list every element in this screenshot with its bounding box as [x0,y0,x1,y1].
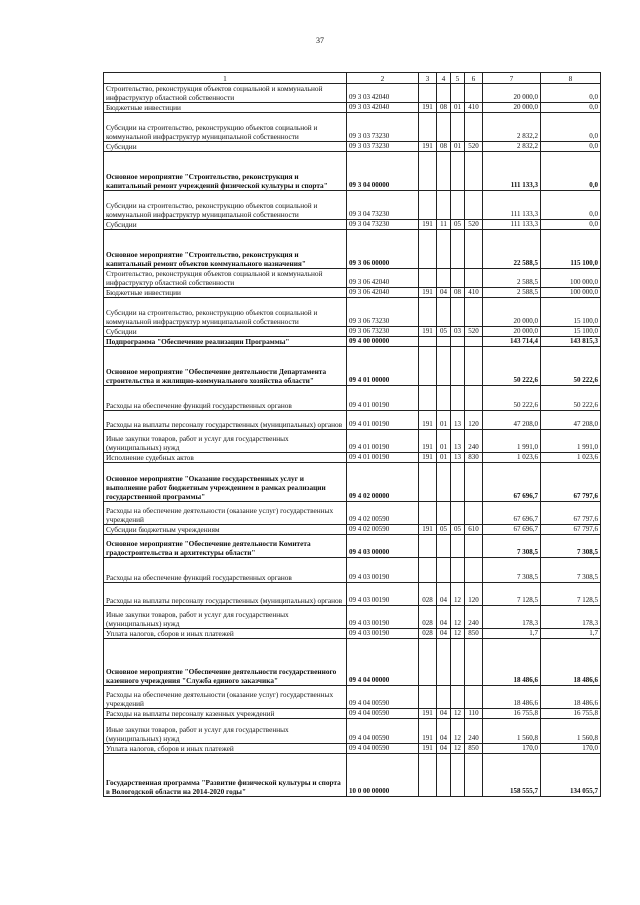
table-row [104,754,601,797]
row-col5-cell: 13 [451,411,465,430]
row-col6-cell [465,337,483,347]
row-col6-cell [465,463,483,502]
row-col4-cell: 01 [437,453,451,463]
row-col4-cell [437,535,451,558]
row-amount-col7-cell: 67 696,7 [483,463,541,502]
row-col3-cell: 191 [419,288,437,298]
table-row [104,629,601,639]
row-col5-cell [451,754,465,797]
row-col3-cell: 028 [419,583,437,606]
row-amount-col7-cell: 16 755,8 [483,709,541,719]
table-row [104,347,601,386]
row-col4-cell: 04 [437,629,451,639]
row-col5-cell [451,230,465,269]
row-name-cell: Расходы на выплаты персоналу государственных (муниципальных) органов [104,411,347,430]
row-col4-cell [437,347,451,386]
row-amount-col8-cell: 50 222,6 [541,347,601,386]
table-row [104,639,601,686]
row-col3-cell: 028 [419,606,437,629]
row-code-cell: 09 4 01 00190 [347,453,419,463]
row-name-cell: Государственная программа "Развитие физической культуры и спорта в Вологодской области на 2014-2020 годы" [104,754,347,797]
row-col5-cell [451,686,465,709]
row-col5-cell: 12 [451,583,465,606]
row-name-cell: Иные закупки товаров, работ и услуг для государственных (муниципальных) нужд [104,719,347,744]
row-code-cell: 09 4 01 00190 [347,430,419,453]
row-col5-cell [451,535,465,558]
row-col4-cell [437,152,451,191]
table-row [104,386,601,411]
table-row [104,103,601,113]
table-row [104,84,601,103]
row-amount-col8-cell: 50 222,6 [541,386,601,411]
row-amount-col7-cell: 20 000,0 [483,298,541,327]
row-amount-col7-cell: 7 308,5 [483,535,541,558]
row-col6-cell: 520 [465,327,483,337]
row-amount-col7-cell: 67 696,7 [483,502,541,525]
row-amount-col8-cell: 1 560,8 [541,719,601,744]
row-col5-cell: 05 [451,525,465,535]
row-col4-cell: 04 [437,719,451,744]
row-col5-cell: 12 [451,719,465,744]
row-col5-cell: 13 [451,430,465,453]
table-row [104,463,601,502]
row-col6-cell [465,502,483,525]
row-col3-cell [419,535,437,558]
row-amount-col8-cell: 15 100,0 [541,298,601,327]
row-code-cell: 09 4 03 00000 [347,535,419,558]
row-col3-cell: 191 [419,430,437,453]
row-code-cell: 09 4 00 00000 [347,337,419,347]
row-name-cell: Иные закупки товаров, работ и услуг для государственных (муниципальных) нужд [104,606,347,629]
row-code-cell: 09 4 04 00590 [347,744,419,754]
header-cell-4: 4 [437,73,451,84]
row-col6-cell: 240 [465,719,483,744]
row-col5-cell: 12 [451,709,465,719]
row-amount-col7-cell: 18 486,6 [483,686,541,709]
row-name-cell: Основное мероприятие "Обеспечение деятельности государственного казенного учреждения "Служба единого заказчика" [104,639,347,686]
table-row [104,558,601,583]
row-amount-col8-cell: 16 755,8 [541,709,601,719]
row-name-cell: Субсидии на строительство, реконструкцию объектов социальной и коммунальной инфраструктур муниципальной собственности [104,191,347,220]
row-col4-cell [437,463,451,502]
row-col3-cell: 191 [419,103,437,113]
row-col6-cell [465,386,483,411]
row-amount-col8-cell: 143 815,3 [541,337,601,347]
row-code-cell: 09 4 04 00590 [347,686,419,709]
row-name-cell: Основное мероприятие "Обеспечение деятельности Департамента строительства и жилищно-коммунального хозяйства области" [104,347,347,386]
row-col3-cell [419,84,437,103]
row-code-cell: 09 4 04 00000 [347,639,419,686]
row-amount-col8-cell: 1 991,0 [541,430,601,453]
row-col6-cell [465,191,483,220]
table-row [104,220,601,230]
row-col4-cell: 04 [437,606,451,629]
row-col5-cell: 05 [451,220,465,230]
row-name-cell: Строительство, реконструкция объектов социальной и коммунальной инфраструктур областной собственности [104,269,347,288]
row-col3-cell [419,686,437,709]
row-amount-col7-cell: 50 222,6 [483,386,541,411]
table-row [104,327,601,337]
row-col4-cell [437,113,451,142]
row-col5-cell [451,502,465,525]
row-col6-cell [465,152,483,191]
table-row [104,191,601,220]
row-col3-cell: 191 [419,744,437,754]
row-amount-col7-cell: 20 000,0 [483,327,541,337]
header-cell-1: 1 [104,73,347,84]
row-col5-cell [451,558,465,583]
row-amount-col7-cell: 18 486,6 [483,639,541,686]
row-name-cell: Субсидии на строительство, реконструкцию объектов социальной и коммунальной инфраструктур муниципальной собственности [104,113,347,142]
table-row [104,230,601,269]
row-amount-col7-cell: 158 555,7 [483,754,541,797]
row-amount-col7-cell: 170,0 [483,744,541,754]
row-col4-cell: 11 [437,220,451,230]
row-amount-col7-cell: 22 588,5 [483,230,541,269]
row-amount-col8-cell: 0,0 [541,84,601,103]
row-name-cell: Подпрограмма "Обеспечение реализации Программы" [104,337,347,347]
row-col5-cell: 12 [451,629,465,639]
row-col5-cell [451,463,465,502]
row-col3-cell [419,269,437,288]
header-cell-3: 3 [419,73,437,84]
row-amount-col7-cell: 7 308,5 [483,558,541,583]
row-col3-cell [419,230,437,269]
table-row [104,298,601,327]
row-amount-col8-cell: 15 100,0 [541,327,601,337]
row-amount-col8-cell: 67 797,6 [541,525,601,535]
row-name-cell: Основное мероприятие "Строительство, реконструкция и капитальный ремонт учреждений физической культуры и спорта" [104,152,347,191]
row-code-cell: 09 4 02 00000 [347,463,419,502]
row-col5-cell: 12 [451,744,465,754]
row-name-cell: Субсидии [104,142,347,152]
row-col4-cell: 08 [437,142,451,152]
row-col6-cell: 520 [465,220,483,230]
row-col6-cell [465,230,483,269]
row-name-cell: Расходы на обеспечение деятельности (оказание услуг) государственных учреждений [104,686,347,709]
row-col3-cell [419,639,437,686]
row-amount-col7-cell: 7 128,5 [483,583,541,606]
row-code-cell: 09 3 03 73230 [347,142,419,152]
row-code-cell: 09 3 06 42040 [347,288,419,298]
table-row [104,152,601,191]
row-name-cell: Субсидии на строительство, реконструкцию объектов социальной и коммунальной инфраструктур муниципальной собственности [104,298,347,327]
row-col5-cell [451,269,465,288]
row-col5-cell: 03 [451,327,465,337]
row-col3-cell: 191 [419,142,437,152]
row-col4-cell: 05 [437,327,451,337]
row-col3-cell [419,558,437,583]
row-amount-col7-cell: 178,3 [483,606,541,629]
row-col5-cell: 13 [451,453,465,463]
row-col6-cell [465,347,483,386]
row-name-cell: Бюджетные инвестиции [104,288,347,298]
row-name-cell: Основное мероприятие "Обеспечение деятельности Комитета градостроительства и архитектуры области" [104,535,347,558]
row-name-cell: Расходы на выплаты персоналу казенных учреждений [104,709,347,719]
table-row [104,686,601,709]
row-col6-cell: 410 [465,103,483,113]
row-amount-col8-cell: 7 308,5 [541,535,601,558]
row-code-cell: 09 3 03 73230 [347,113,419,142]
budget-table [103,72,601,797]
table-row [104,744,601,754]
row-amount-col8-cell: 67 797,6 [541,502,601,525]
row-name-cell: Расходы на обеспечение функций государственных органов [104,558,347,583]
table-row [104,142,601,152]
row-col6-cell: 850 [465,744,483,754]
header-cell-2: 2 [347,73,419,84]
row-col5-cell [451,298,465,327]
row-col4-cell [437,502,451,525]
row-code-cell: 09 3 04 73230 [347,191,419,220]
header-cell-6: 6 [465,73,483,84]
row-code-cell: 09 3 06 42040 [347,269,419,288]
row-name-cell: Уплата налогов, сборов и иных платежей [104,629,347,639]
row-name-cell: Строительство, реконструкция объектов социальной и коммунальной инфраструктур областной собственности [104,84,347,103]
row-col4-cell: 04 [437,288,451,298]
row-col6-cell: 240 [465,430,483,453]
row-name-cell: Субсидии бюджетным учреждениям [104,525,347,535]
header-cell-8: 8 [541,73,601,84]
row-code-cell: 09 4 03 00190 [347,606,419,629]
table-row [104,411,601,430]
row-col4-cell: 01 [437,411,451,430]
row-amount-col7-cell: 143 714,4 [483,337,541,347]
row-col5-cell [451,337,465,347]
row-col4-cell: 04 [437,583,451,606]
row-amount-col7-cell: 20 000,0 [483,84,541,103]
row-amount-col7-cell: 47 208,0 [483,411,541,430]
row-col4-cell: 01 [437,430,451,453]
row-code-cell: 09 4 03 00190 [347,558,419,583]
row-col5-cell [451,84,465,103]
header-cell-5: 5 [451,73,465,84]
row-col3-cell [419,152,437,191]
row-col4-cell [437,686,451,709]
row-col4-cell [437,386,451,411]
row-col3-cell [419,347,437,386]
row-amount-col7-cell: 111 133,3 [483,220,541,230]
row-col4-cell: 08 [437,103,451,113]
row-col6-cell [465,298,483,327]
table-row [104,606,601,629]
row-col6-cell [465,84,483,103]
row-amount-col7-cell: 20 000,0 [483,103,541,113]
row-col3-cell [419,113,437,142]
row-col6-cell [465,639,483,686]
row-amount-col8-cell: 0,0 [541,142,601,152]
row-amount-col7-cell: 2 832,2 [483,142,541,152]
row-col3-cell: 191 [419,453,437,463]
row-col6-cell: 850 [465,629,483,639]
row-col6-cell: 110 [465,709,483,719]
row-code-cell: 09 4 02 00590 [347,502,419,525]
row-amount-col7-cell: 111 133,3 [483,152,541,191]
row-col4-cell [437,191,451,220]
row-name-cell: Основное мероприятие "Строительство, реконструкция и капитальный ремонт объектов коммунального назначения" [104,230,347,269]
row-col4-cell: 05 [437,525,451,535]
row-col3-cell [419,337,437,347]
row-name-cell: Бюджетные инвестиции [104,103,347,113]
row-col4-cell [437,639,451,686]
row-col4-cell [437,754,451,797]
row-col6-cell [465,269,483,288]
row-col4-cell [437,337,451,347]
row-amount-col8-cell: 7 128,5 [541,583,601,606]
row-name-cell: Основное мероприятие "Оказание государственных услуг и выполнение работ бюджетным учреждением в рамках реализации государственной программы" [104,463,347,502]
row-code-cell: 09 3 06 00000 [347,230,419,269]
row-col3-cell: 191 [419,220,437,230]
row-name-cell: Расходы на выплаты персоналу государственных (муниципальных) органов [104,583,347,606]
row-col5-cell [451,152,465,191]
row-col5-cell [451,347,465,386]
table-row [104,719,601,744]
row-amount-col8-cell: 0,0 [541,191,601,220]
row-col4-cell: 04 [437,709,451,719]
row-col4-cell [437,298,451,327]
table-row [104,337,601,347]
table-row [104,430,601,453]
row-col6-cell: 830 [465,453,483,463]
row-code-cell: 09 4 03 00190 [347,583,419,606]
row-amount-col8-cell: 170,0 [541,744,601,754]
row-code-cell: 09 3 06 73230 [347,298,419,327]
row-amount-col8-cell: 1 023,6 [541,453,601,463]
row-col3-cell: 191 [419,327,437,337]
row-col4-cell [437,558,451,583]
row-col6-cell [465,535,483,558]
row-col6-cell: 120 [465,411,483,430]
row-code-cell: 09 4 03 00190 [347,629,419,639]
table-row [104,502,601,525]
row-amount-col8-cell: 134 055,7 [541,754,601,797]
row-code-cell: 09 4 04 00590 [347,709,419,719]
row-amount-col7-cell: 50 222,6 [483,347,541,386]
row-code-cell: 09 3 03 42040 [347,84,419,103]
row-col4-cell [437,84,451,103]
row-col3-cell [419,463,437,502]
row-amount-col8-cell: 115 100,0 [541,230,601,269]
row-code-cell: 10 0 00 00000 [347,754,419,797]
row-amount-col7-cell: 1,7 [483,629,541,639]
row-name-cell: Исполнение судебных актов [104,453,347,463]
row-col5-cell [451,386,465,411]
row-col6-cell [465,113,483,142]
row-col3-cell: 191 [419,719,437,744]
row-col5-cell [451,191,465,220]
row-code-cell: 09 3 03 42040 [347,103,419,113]
row-col3-cell [419,754,437,797]
row-col3-cell: 191 [419,525,437,535]
row-col6-cell: 120 [465,583,483,606]
table-row [104,453,601,463]
page-number: 37 [316,36,324,45]
row-col3-cell [419,191,437,220]
row-col3-cell [419,386,437,411]
table-row [104,535,601,558]
row-amount-col7-cell: 2 588,5 [483,288,541,298]
row-amount-col7-cell: 1 023,6 [483,453,541,463]
row-amount-col8-cell: 0,0 [541,152,601,191]
row-col4-cell [437,230,451,269]
row-col5-cell: 01 [451,142,465,152]
row-code-cell: 09 4 04 00590 [347,719,419,744]
table-row [104,113,601,142]
row-amount-col8-cell: 47 208,0 [541,411,601,430]
row-amount-col7-cell: 1 560,8 [483,719,541,744]
row-amount-col8-cell: 100 000,0 [541,269,601,288]
header-cell-7: 7 [483,73,541,84]
row-code-cell: 09 4 01 00190 [347,411,419,430]
row-code-cell: 09 3 04 00000 [347,152,419,191]
table-row [104,269,601,288]
row-amount-col8-cell: 1,7 [541,629,601,639]
row-name-cell: Субсидии [104,220,347,230]
row-name-cell: Субсидии [104,327,347,337]
row-col6-cell: 520 [465,142,483,152]
table-row [104,583,601,606]
row-col6-cell: 410 [465,288,483,298]
row-col6-cell: 610 [465,525,483,535]
row-amount-col8-cell: 67 797,6 [541,463,601,502]
row-col3-cell: 028 [419,629,437,639]
row-name-cell: Уплата налогов, сборов и иных платежей [104,744,347,754]
row-amount-col8-cell: 18 486,6 [541,639,601,686]
row-col3-cell: 191 [419,709,437,719]
row-amount-col7-cell: 2 832,2 [483,113,541,142]
row-col5-cell [451,639,465,686]
row-amount-col7-cell: 67 696,7 [483,525,541,535]
row-col6-cell [465,558,483,583]
row-col5-cell: 01 [451,103,465,113]
row-col6-cell: 240 [465,606,483,629]
row-col6-cell [465,754,483,797]
row-name-cell: Иные закупки товаров, работ и услуг для государственных (муниципальных) нужд [104,430,347,453]
row-col4-cell [437,269,451,288]
row-col3-cell: 191 [419,411,437,430]
row-name-cell: Расходы на обеспечение функций государственных органов [104,386,347,411]
table-row [104,288,601,298]
row-name-cell: Расходы на обеспечение деятельности (оказание услуг) государственных учреждений [104,502,347,525]
row-amount-col8-cell: 7 308,5 [541,558,601,583]
row-amount-col7-cell: 1 991,0 [483,430,541,453]
row-col4-cell: 04 [437,744,451,754]
row-amount-col8-cell: 18 486,6 [541,686,601,709]
row-amount-col7-cell: 2 588,5 [483,269,541,288]
row-col5-cell [451,113,465,142]
row-col3-cell [419,502,437,525]
table-row [104,709,601,719]
row-amount-col8-cell: 0,0 [541,113,601,142]
row-code-cell: 09 4 01 00000 [347,347,419,386]
row-code-cell: 09 4 01 00190 [347,386,419,411]
row-amount-col8-cell: 0,0 [541,103,601,113]
row-code-cell: 09 4 02 00590 [347,525,419,535]
table-row [104,525,601,535]
table-header-row [104,73,601,84]
row-amount-col7-cell: 111 133,3 [483,191,541,220]
row-col5-cell: 12 [451,606,465,629]
row-amount-col8-cell: 100 000,0 [541,288,601,298]
row-col6-cell [465,686,483,709]
row-amount-col8-cell: 0,0 [541,220,601,230]
row-code-cell: 09 3 06 73230 [347,327,419,337]
row-col5-cell: 08 [451,288,465,298]
row-amount-col8-cell: 178,3 [541,606,601,629]
row-code-cell: 09 3 04 73230 [347,220,419,230]
row-col3-cell [419,298,437,327]
